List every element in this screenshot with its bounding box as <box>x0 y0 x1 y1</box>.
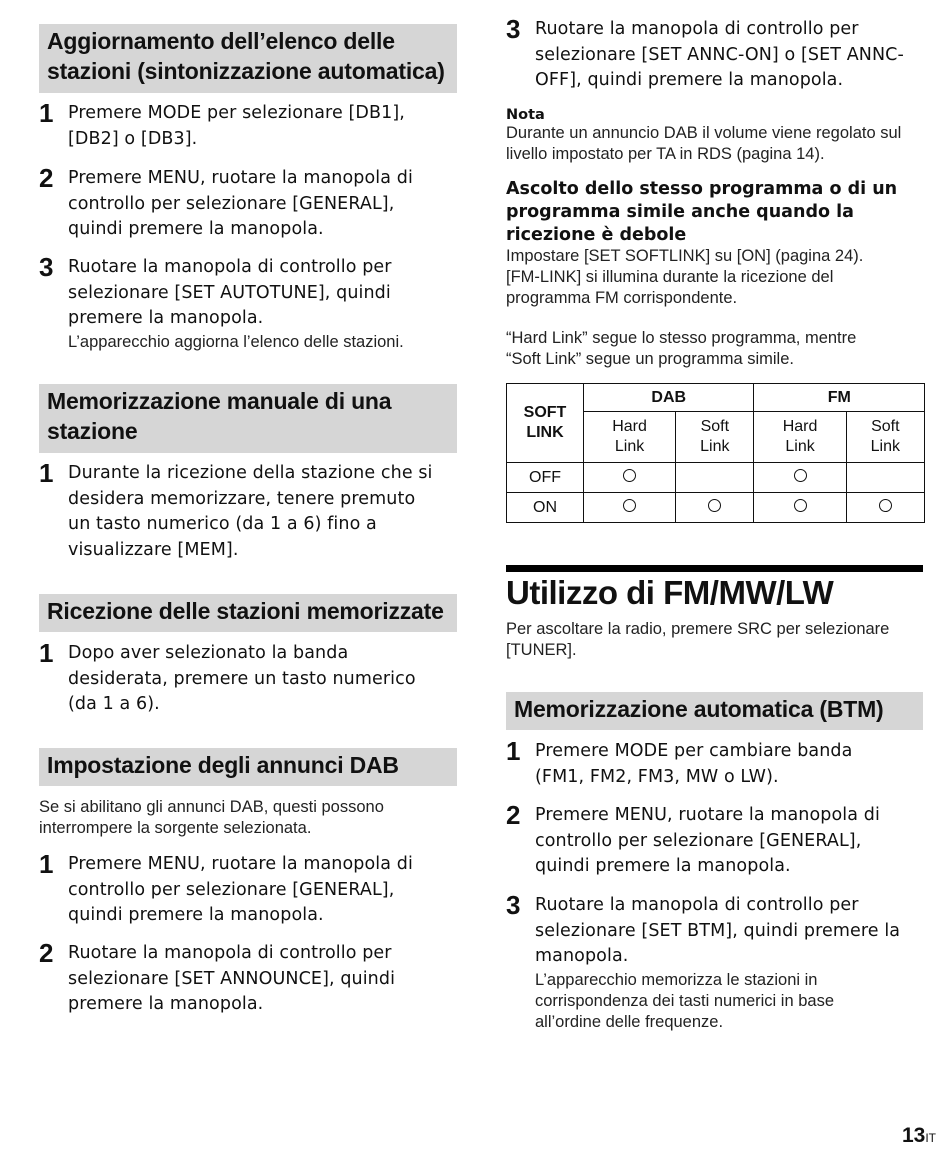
section-heading-dab-announcements <box>39 748 457 786</box>
table-cell <box>846 463 924 493</box>
step-text <box>535 893 923 970</box>
step-line: desiderata, premere un tasto numerico <box>68 668 416 689</box>
step-line: premere la manopola. <box>68 994 264 1014</box>
table-cell <box>754 493 846 523</box>
fm-header: FM <box>754 384 925 412</box>
step-line: Premere MENU, ruotare la manopola di <box>535 805 880 825</box>
step-number: 1 <box>39 98 54 128</box>
note-text <box>506 123 923 165</box>
header-line: SOFT <box>523 404 567 421</box>
circle-icon <box>708 499 721 512</box>
page-number <box>902 1124 936 1150</box>
softlink-header <box>507 384 584 463</box>
header-line: LINK <box>526 424 564 441</box>
note-line: corrispondenza dei tasti numerici in base <box>535 991 834 1010</box>
step-line: OFF], quindi premere la manopola. <box>535 70 844 90</box>
para-line: “Soft Link” segue un programma simile. <box>506 350 794 368</box>
step-line: visualizzare [MEM]. <box>68 539 239 560</box>
heading-line: Memorizzazione manuale di una <box>47 388 392 414</box>
step-number: 3 <box>506 14 521 44</box>
step-number: 2 <box>506 800 521 830</box>
step-line: selezionare [SET BTM], quindi premere la <box>535 920 901 941</box>
hard-link-dab-header <box>584 412 676 463</box>
step-line: desidera memorizzare, tenere premuto <box>68 488 416 509</box>
para-line: Impostare [SET SOFTLINK] su [ON] (pagina 24). <box>506 247 864 265</box>
step-line: controllo per selezionare [GENERAL], <box>68 879 395 900</box>
circle-icon <box>623 499 636 512</box>
table-cell <box>676 493 754 523</box>
step <box>39 98 457 152</box>
soft-link-dab-header <box>676 412 754 463</box>
dab-intro <box>39 797 457 839</box>
step-text <box>535 739 923 790</box>
page-lang: IT <box>925 1131 936 1145</box>
note-line: all’ordine delle frequenze. <box>535 1012 724 1031</box>
step-line: premere la manopola. <box>68 308 264 328</box>
step-line: selezionare [SET ANNOUNCE], quindi <box>68 968 396 989</box>
header-line: Soft <box>700 418 730 435</box>
step-text <box>68 101 457 152</box>
softlink-table <box>506 383 925 523</box>
section-heading-manual-memorize <box>39 384 457 453</box>
table-cell <box>676 463 754 493</box>
step-text <box>68 941 457 1018</box>
note-label: Nota <box>506 107 545 123</box>
subheading-line: programma simile anche quando la <box>506 202 854 222</box>
step-line: selezionare [SET AUTOTUNE], quindi <box>68 282 391 303</box>
hardlink-text <box>506 328 923 370</box>
step-text <box>68 461 457 563</box>
para-line: [TUNER]. <box>506 641 577 659</box>
step <box>506 736 923 790</box>
step-line: Premere MODE per selezionare [DB1], <box>68 103 405 123</box>
table-header-row <box>507 384 925 412</box>
para-line: programma FM corrispondente. <box>506 289 738 307</box>
header-line: Link <box>785 438 815 455</box>
step-line: Premere MODE per cambiare banda <box>535 741 853 761</box>
step <box>506 890 923 1033</box>
step-line: controllo per selezionare [GENERAL], <box>535 830 862 851</box>
section-heading-stored-stations <box>39 594 457 632</box>
step-text <box>68 166 457 243</box>
heading-line: Memorizzazione automatica (BTM) <box>514 696 884 722</box>
step-line: selezionare [SET ANNC-ON] o [SET ANNC- <box>535 44 904 65</box>
circle-icon <box>794 469 807 482</box>
step <box>506 800 923 880</box>
step <box>39 938 457 1018</box>
step-line: quindi premere la manopola. <box>68 905 324 925</box>
note-line: L’apparecchio memorizza le stazioni in <box>535 970 818 989</box>
heading-line: Ricezione delle stazioni memorizzate <box>47 598 444 624</box>
step <box>39 458 457 563</box>
circle-icon <box>623 469 636 482</box>
step <box>39 849 457 929</box>
para-line: Per ascoltare la radio, premere SRC per selezionare <box>506 620 890 638</box>
para-line: Durante un annuncio DAB il volume viene regolato sul <box>506 124 902 142</box>
soft-link-fm-header <box>846 412 924 463</box>
step-line: Premere MENU, ruotare la manopola di <box>68 854 413 874</box>
step-number: 1 <box>39 849 54 879</box>
step-line: un tasto numerico (da 1 a 6) fino a <box>68 514 377 534</box>
step-line: Ruotare la manopola di controllo per <box>68 943 392 963</box>
header-line: Hard <box>612 418 647 435</box>
step-line: Dopo aver selezionato la banda <box>68 643 349 663</box>
softlink-text <box>506 246 923 309</box>
page-number-value: 13 <box>901 1124 926 1147</box>
step-text <box>535 803 923 880</box>
step <box>39 252 457 353</box>
step-line: Ruotare la manopola di controllo per <box>535 895 859 915</box>
step-number: 2 <box>39 938 54 968</box>
row-label-off: OFF <box>507 463 584 493</box>
heading-line: stazioni (sintonizzazione automatica) <box>47 58 445 84</box>
section-heading-btm <box>506 692 923 730</box>
step <box>506 14 923 94</box>
step-line: manopola. <box>535 946 629 966</box>
step-text <box>68 641 457 718</box>
subheading-line: ricezione è debole <box>506 225 687 245</box>
step-note <box>535 970 923 1033</box>
hard-link-fm-header <box>754 412 846 463</box>
step-line: (da 1 a 6). <box>68 694 160 714</box>
chapter-intro <box>506 619 923 661</box>
step-line: quindi premere la manopola. <box>68 219 324 239</box>
para-line: [FM-LINK] si illumina durante la ricezione del <box>506 268 834 286</box>
step-number: 1 <box>39 638 54 668</box>
step-number: 1 <box>506 736 521 766</box>
step-note: L’apparecchio aggiorna l’elenco delle stazioni. <box>68 332 404 351</box>
heading-line: Aggiornamento dell’elenco delle <box>47 28 395 54</box>
circle-icon <box>794 499 807 512</box>
para-line: interrompere la sorgente selezionata. <box>39 819 312 837</box>
step <box>39 163 457 243</box>
step-number: 2 <box>39 163 54 193</box>
table-cell <box>754 463 846 493</box>
table-row <box>507 463 925 493</box>
header-line: Link <box>870 438 900 455</box>
para-line: Se si abilitano gli annunci DAB, questi possono <box>39 798 384 816</box>
step-number: 3 <box>39 252 54 282</box>
step-text <box>535 17 923 94</box>
table-cell <box>584 463 676 493</box>
step-line: controllo per selezionare [GENERAL], <box>68 193 395 214</box>
header-line: Link <box>614 438 645 455</box>
step-line: Ruotare la manopola di controllo per <box>68 257 392 277</box>
chapter-title: Utilizzo di FM/MW/LW <box>506 574 834 611</box>
section-divider <box>506 565 923 572</box>
section-heading-station-list-update <box>39 24 457 93</box>
step-number: 1 <box>39 458 54 488</box>
step-line: Ruotare la manopola di controllo per <box>535 19 859 39</box>
para-line: “Hard Link” segue lo stesso programma, mentre <box>506 329 857 347</box>
step <box>39 638 457 718</box>
dab-header: DAB <box>584 384 754 412</box>
header-line: Link <box>700 438 730 455</box>
step-line: Premere MENU, ruotare la manopola di <box>68 168 413 188</box>
para-line: livello impostato per TA in RDS (pagina 14). <box>506 145 825 163</box>
heading-line: Impostazione degli annunci DAB <box>47 752 399 778</box>
step-text <box>68 255 457 332</box>
subheading-softlink <box>506 178 923 247</box>
table-cell <box>584 493 676 523</box>
step-line: (FM1, FM2, FM3, MW o LW). <box>535 766 779 787</box>
table-row <box>507 493 925 523</box>
step-line: [DB2] o [DB3]. <box>68 128 198 149</box>
row-label-on: ON <box>507 493 584 523</box>
circle-icon <box>879 499 892 512</box>
header-line: Soft <box>871 418 900 435</box>
step-line: Durante la ricezione della stazione che si <box>68 463 433 483</box>
heading-line: stazione <box>47 418 138 444</box>
table-cell <box>846 493 924 523</box>
step-text <box>68 852 457 929</box>
step-line: quindi premere la manopola. <box>535 856 791 876</box>
subheading-line: Ascolto dello stesso programma o di un <box>506 179 898 199</box>
header-line: Hard <box>782 418 818 435</box>
step-number: 3 <box>506 890 521 920</box>
